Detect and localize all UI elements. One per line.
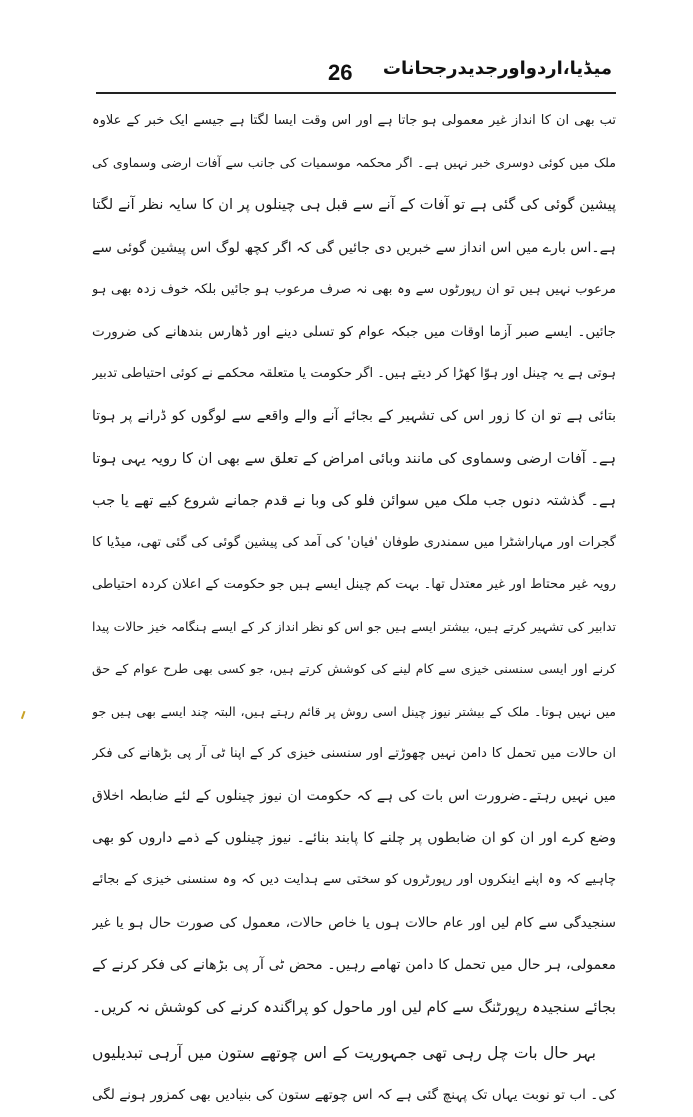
text-line: معمولی، ہر حال میں تحمل کا دامن تھامے رہیں۔ محض ٹی آر پی بڑھانے کی فکر کرنے کے (92, 956, 616, 973)
text-line: ہے۔اس بارے میں اس انداز سے خبریں دی جائیں گی کہ اگر کچھ لوگ اس پیشین گوئی سے (92, 239, 616, 256)
text-line: کرنے اور ایسی سنسنی خیزی سے کام لینے کی کوشش کرتے ہیں، جو کسی بھی طرح عوام کے حق (92, 661, 616, 677)
text-line: ہے۔ گذشتہ دنوں جب ملک میں سوائن فلو کی وبا نے قدم جمانے شروع کیے تھے یا جب (92, 492, 616, 509)
text-line: چاہیے کہ وہ اپنے اینکروں اور رپورٹروں کو سختی سے ہدایت دیں کہ وہ سنسنی خیزی کے بجائے (92, 872, 616, 888)
body-text (92, 100, 616, 1117)
text-line: سنجیدگی سے کام لیں اور عام حالات ہوں یا خاص حالات، معمول کی صورت حال ہو یا غیر (92, 914, 616, 931)
text-line: ان حالات میں تحمل کا دامن نہیں چھوڑتے اور سنسنی خیزی کر کے اپنا ٹی آر پی بڑھانے کی فکر (92, 745, 616, 761)
text-line: بہر حال بات چل رہی تھی جمہوریت کے اس چوتھے ستون میں آرہی تبدیلیوں (92, 1044, 596, 1063)
text-line: بجائے سنجیدہ رپورٹنگ سے کام لیں اور ماحول کو پراگندہ کرنے کی کوشش نہ کریں۔ (92, 997, 616, 1016)
text-line: گجرات اور مہاراشٹرا میں سمندری طوفان 'فیان' کی آمد کی پیشین گوئی کی گئی تھی، میڈیا کا (92, 534, 616, 550)
running-title: میڈیا،اردواورجدیدرجحانات (382, 58, 612, 79)
text-line: بتائی ہے تو ان کا زور اس کی تشہیر کے بجائے آنے والے واقعے سے لوگوں کو ڈرانے پر ہوتا (92, 408, 616, 425)
text-line: تدابیر کی تشہیر کرتے ہیں، بیشتر ایسے ہیں جو اس کو نظر انداز کر کے ایسے ہنگامہ خیز حالات پیدا (92, 619, 616, 635)
page-header (96, 58, 612, 88)
text-line: کی۔ اب تو نوبت یہاں تک پہنچ گئی ہے کہ اس چوتھے ستون کی بنیادیں بھی کمزور ہونے لگی (92, 1087, 616, 1104)
header-rule (96, 92, 616, 94)
text-line: میں نہیں رہتے۔ضرورت اس بات کی ہے کہ حکومت ان نیوز چینلوں کے لئے ضابطہ اخلاق (92, 788, 616, 804)
text-line: تب بھی ان کا انداز غیر معمولی ہو جاتا ہے اور اس وقت ایسا لگتا ہے جیسے ایک خبر کے علاوہ (92, 113, 616, 128)
text-line: میں نہیں ہوتا۔ ملک کے بیشتر نیوز چینل اسی روش پر قائم رہتے ہیں، البتہ چند ایسے بھی ہیں جو (92, 703, 616, 719)
paragraph-2 (92, 1032, 616, 1116)
text-line: مرعوب نہیں ہیں تو ان رپورٹوں سے وہ بھی نہ صرف مرعوب ہو جائیں بلکہ خوف زدہ بھی ہو (92, 281, 616, 297)
text-line: پیشین گوئی کی گئی ہے تو آفات کے آنے سے قبل ہی چینلوں پر ان کا سایہ نظر آنے لگتا (92, 197, 616, 214)
text-line: ہے۔ آفات ارضی وسماوی کی مانند وبائی امراض کے تعلق سے بھی ان کا رویہ یہی ہوتا (92, 450, 616, 467)
text-line: ہوتی ہے یہ چینل اور ہوّا کھڑا کر دیتے ہیں۔ اگر حکومت یا متعلقہ محکمے نے کوئی احتیاطی تدبیر (92, 366, 616, 382)
text-line: رویہ غیر محتاط اور غیر معتدل تھا۔ بہت کم چینل ایسے ہیں جو حکومت کے اعلان کردہ احتیاطی (92, 577, 616, 593)
text-line: وضع کرے اور ان کو ان ضابطوں پر چلنے کا پابند بنائے۔ نیوز چینلوں کے ذمے داروں کو بھی (92, 830, 616, 847)
page-number: 26 (328, 60, 353, 85)
text-line: ملک میں کوئی دوسری خبر نہیں ہے۔ اگر محکمہ موسمیات کی جانب سے آفات ارضی وسماوی کی (92, 155, 616, 171)
margin-mark (21, 711, 31, 721)
paragraph-1 (92, 100, 616, 1028)
text-line: جائیں۔ ایسے صبر آزما اوقات میں جبکہ عوام کو تسلی دینے اور ڈھارس بندھانے کی ضرورت (92, 323, 616, 340)
